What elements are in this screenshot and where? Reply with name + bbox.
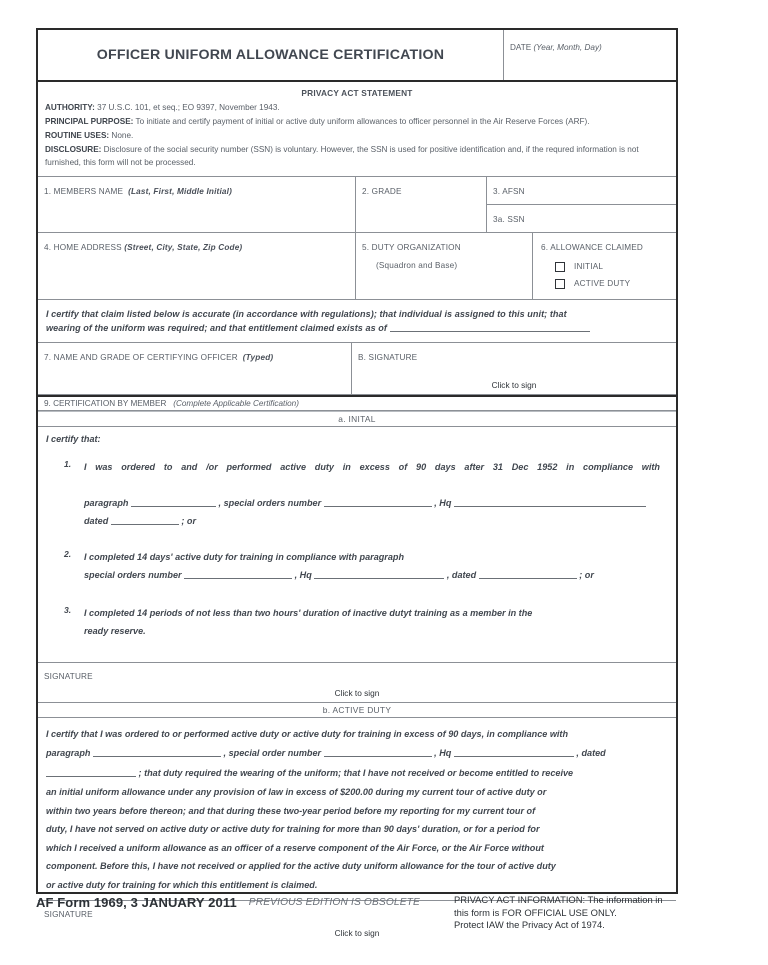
section9-sub-a-heading: a. INITAL xyxy=(38,411,676,427)
form-footer xyxy=(36,894,736,932)
item-2-dated-input[interactable] xyxy=(479,569,577,579)
active-duty-line-6: duty, I have not served on active duty or active duty for training for more than 90 days' duration, or for a period for xyxy=(46,824,540,835)
active-duty-line-9: or active duty for training for which this entitlement is claimed. xyxy=(46,879,318,890)
section9-hint: (Complete Applicable Certification) xyxy=(173,398,299,408)
home-address-label: 4. HOME ADDRESS xyxy=(44,242,122,252)
certification-item-1 xyxy=(64,458,660,530)
item-2-dated-label: , dated xyxy=(446,569,477,580)
item-3-line-2: ready reserve. xyxy=(84,625,146,636)
home-address-field[interactable] xyxy=(38,233,356,299)
identity-row xyxy=(38,177,676,233)
i-certify-that-label: I certify that: xyxy=(46,433,101,444)
page-title: OFFICER UNIFORM ALLOWANCE CERTIFICATION xyxy=(96,47,445,63)
allowance-claimed-group xyxy=(533,233,676,299)
active-duty-line-8: component. Before this, I have not received or applied for the active duty uniform allowance for the tour of active duty xyxy=(46,861,556,872)
active-duty-dated-label: , dated xyxy=(576,748,606,759)
privacy-info-line-3: Protect IAW the Privacy Act of 1974. xyxy=(454,919,605,931)
certify-line-1: I certify that claim listed below is accurate (in accordance with regulations); that individual is assigned to this unit; that xyxy=(46,308,567,319)
privacy-authority xyxy=(45,102,669,115)
duty-organization-hint: (Squadron and Base) xyxy=(376,260,458,270)
members-name-field[interactable] xyxy=(38,177,356,232)
active-duty-dated-input[interactable] xyxy=(46,767,136,777)
duty-organization-field[interactable] xyxy=(356,233,533,299)
item-2-hq-input[interactable] xyxy=(314,569,444,579)
item-2-orders-label: special orders number xyxy=(84,569,182,580)
certifying-officer-signature-field[interactable] xyxy=(352,343,676,394)
item-1-orders-label: , special orders number xyxy=(218,497,322,508)
afsn-label: 3. AFSN xyxy=(493,186,525,196)
signature-label: SIGNATURE xyxy=(44,910,93,920)
privacy-disclosure-label: DISCLOSURE: xyxy=(45,145,102,155)
item-1-hq-input[interactable] xyxy=(454,497,646,507)
certifying-officer-name-field[interactable] xyxy=(38,343,352,394)
ssn-label: 3a. SSN xyxy=(493,214,525,224)
certification-item-2 xyxy=(64,548,660,584)
allowance-claimed-label: 6. ALLOWANCE CLAIMED xyxy=(541,242,644,252)
item-1-dated-input[interactable] xyxy=(111,515,179,525)
active-duty-line-3 xyxy=(46,764,668,784)
privacy-purpose-label: PRINCIPAL PURPOSE: xyxy=(45,117,134,127)
officer-signature-row xyxy=(38,343,676,395)
item-1-hq-label: , Hq xyxy=(434,497,452,508)
active-duty-hq-label: , Hq xyxy=(434,748,452,759)
item-2-number: 2. xyxy=(64,548,72,559)
certifying-officer-statement xyxy=(38,299,676,343)
click-to-sign-button[interactable]: Click to sign xyxy=(334,687,380,698)
members-name-label: 1. MEMBERS NAME xyxy=(44,186,124,196)
privacy-purpose-text: To initiate and certify payment of initial or active duty uniform allowances to officer personnel in the Air Reserve Forces (ARF). xyxy=(133,117,590,127)
item-1-line-1: I was ordered to and /or performed active duty in excess of 90 days after 31 Dec 1952 in compliance with xyxy=(84,461,660,472)
afsn-ssn-group xyxy=(487,177,676,232)
certifying-officer-label: 7. NAME AND GRADE OF CERTIFYING OFFICER xyxy=(44,352,238,362)
active-duty-line-1: I certify that I was ordered to or performed active duty or active duty for training in excess of 90 days, in compliance with xyxy=(46,728,569,739)
signature-label: B. SIGNATURE xyxy=(358,352,418,362)
active-duty-line-4: an initial uniform allowance under any provision of law in excess of $200.00 during my current tour of active duty or xyxy=(46,787,547,798)
privacy-info-line-2: this form is FOR OFFICIAL USE ONLY. xyxy=(454,906,617,918)
privacy-purpose xyxy=(45,116,669,129)
certify-date-input[interactable] xyxy=(390,322,590,332)
privacy-info-line-1: PRIVACY ACT INFORMATION: The information in xyxy=(454,894,663,905)
active-duty-line-2 xyxy=(46,744,668,764)
privacy-act-statement xyxy=(38,82,676,177)
click-to-sign-button[interactable]: Click to sign xyxy=(491,379,537,390)
checkbox-icon[interactable] xyxy=(555,262,565,272)
item-2-line-1: I completed 14 days' active duty for training in compliance with paragraph xyxy=(84,551,405,562)
privacy-authority-label: AUTHORITY: xyxy=(45,103,95,112)
form-title-cell xyxy=(38,30,504,80)
active-duty-line-5: within two years before thereon; and that during these two-year period before my reporting for my current tour of xyxy=(46,805,536,816)
item-3-number: 3. xyxy=(64,604,72,615)
active-duty-line-7: which I received a uniform allowance as an officer of a reserve component of the Air Force, or the Air Force without xyxy=(46,842,544,853)
active-duty-paragraph-label: paragraph xyxy=(46,748,91,759)
privacy-authority-text: 37 U.S.C. 101, et seq.; EO 9397, November 1943. xyxy=(94,103,280,112)
certifying-officer-hint: (Typed) xyxy=(242,352,274,362)
privacy-routine-text: None. xyxy=(109,131,134,141)
allowance-option-active-duty-label: ACTIVE DUTY xyxy=(574,279,631,289)
certification-item-3 xyxy=(64,604,660,640)
item-1-number: 1. xyxy=(64,458,72,469)
grade-field[interactable] xyxy=(356,177,487,232)
form-identifier: AF Form 1969, 3 JANUARY 2011 xyxy=(36,895,237,910)
afsn-field[interactable] xyxy=(487,177,676,205)
item-2-or-label: ; or xyxy=(579,569,594,580)
item-1-line-3 xyxy=(84,512,660,530)
ssn-field[interactable] xyxy=(487,205,676,232)
item-1-dated-label: dated xyxy=(84,515,109,526)
previous-edition-notice: PREVIOUS EDITION IS OBSOLETE xyxy=(248,897,420,908)
item-1-paragraph-input[interactable] xyxy=(131,497,216,507)
grade-label: 2. GRADE xyxy=(362,186,402,196)
privacy-act-information xyxy=(446,894,736,932)
privacy-routine-label: ROUTINE USES: xyxy=(45,131,110,141)
checkbox-icon[interactable] xyxy=(555,279,565,289)
privacy-act-heading: PRIVACY ACT STATEMENT xyxy=(301,88,413,98)
active-duty-order-label: , special order number xyxy=(223,748,322,759)
active-duty-hq-input[interactable] xyxy=(454,747,574,757)
item-2-hq-label: , Hq xyxy=(294,569,312,580)
allowance-option-active-duty[interactable] xyxy=(555,279,670,289)
title-row xyxy=(38,30,676,82)
privacy-disclosure-text: Disclosure of the social security number (SSN) is voluntary. However, the SSN is used for positive identification and, if the requred information is not furnished, this form will not be processed. xyxy=(45,145,639,167)
certification-items-list xyxy=(38,444,676,646)
active-duty-order-input[interactable] xyxy=(324,747,432,757)
member-initial-signature-field[interactable] xyxy=(38,662,676,702)
home-address-hint: (Street, City, State, Zip Code) xyxy=(124,242,243,252)
certify-line-2: wearing of the uniform was required; and that entitlement claimed exists as of xyxy=(46,322,387,333)
item-1-paragraph-label: paragraph xyxy=(84,497,129,508)
date-label: DATE xyxy=(510,43,532,52)
active-duty-line-3-text: ; that duty required the wearing of the uniform; that I have not received or become entitled to receive xyxy=(138,767,574,778)
section9-heading xyxy=(38,395,676,411)
date-hint: (Year, Month, Day) xyxy=(533,43,602,52)
address-row xyxy=(38,233,676,299)
section9-label: 9. CERTIFICATION BY MEMBER xyxy=(44,398,167,408)
signature-label: SIGNATURE xyxy=(44,671,93,681)
date-field[interactable] xyxy=(504,30,676,80)
click-to-sign-button[interactable]: Click to sign xyxy=(334,928,380,939)
item-1-orders-input[interactable] xyxy=(324,497,432,507)
section9-sub-b-heading: b. ACTIVE DUTY xyxy=(38,702,676,718)
duty-organization-label: 5. DUTY ORGANIZATION xyxy=(362,242,461,252)
item-2-orders-input[interactable] xyxy=(184,569,292,579)
item-2-line-2 xyxy=(84,566,660,584)
privacy-routine xyxy=(45,130,669,143)
allowance-option-initial[interactable] xyxy=(555,262,670,272)
privacy-disclosure xyxy=(45,144,669,169)
item-1-line-2 xyxy=(84,494,660,512)
item-3-line-1: I completed 14 periods of not less than two hours' duration of inactive dutyt training as a member in the xyxy=(84,607,533,618)
active-duty-paragraph-input[interactable] xyxy=(93,747,221,757)
active-duty-certification-text xyxy=(38,718,676,901)
members-name-hint: (Last, First, Middle Initial) xyxy=(128,186,232,196)
allowance-option-initial-label: INITIAL xyxy=(574,262,604,272)
item-1-or-label: ; or xyxy=(181,515,196,526)
